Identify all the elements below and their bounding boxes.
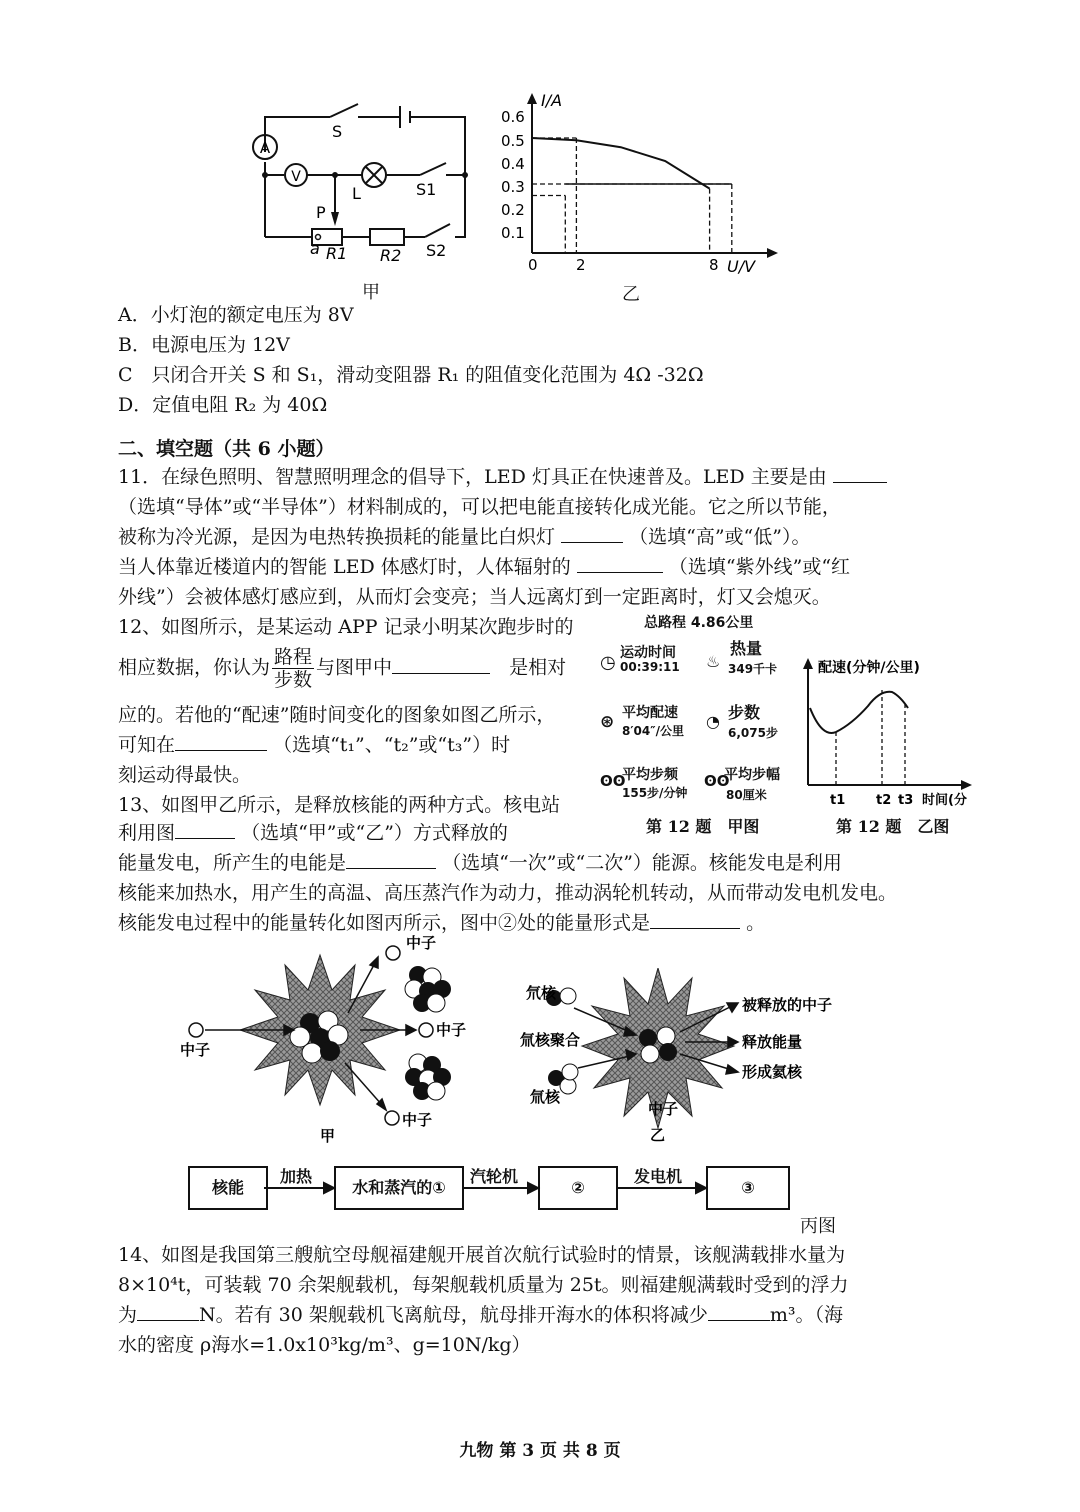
stride-icon: ʘʘ bbox=[704, 772, 730, 790]
option-d: D．定值电阻 R₂ 为 40Ω bbox=[118, 394, 328, 416]
q13-line4: 核能来加热水，用产生的高温、高压蒸汽作为动力，推动涡轮机转动，从而带动发电机发电。 bbox=[118, 882, 898, 904]
q13-blank-3[interactable] bbox=[650, 908, 740, 929]
iu-chart bbox=[495, 88, 785, 278]
energy-label: 释放能量 bbox=[742, 1033, 803, 1051]
helium-label: 形成氦核 bbox=[742, 1063, 803, 1081]
time-value: 00:39:11 bbox=[620, 660, 680, 674]
pace-label: 平均配速 bbox=[622, 705, 678, 721]
time-label: 运动时间 bbox=[620, 645, 676, 661]
lamp-label: L bbox=[352, 184, 361, 203]
q12-line5: 刻运动得最快。 bbox=[118, 764, 252, 786]
app-caption: 第 12 题 甲图 bbox=[646, 817, 760, 836]
deuterium-label: 氘核 bbox=[526, 984, 557, 1002]
end-a-label: a bbox=[310, 239, 320, 258]
q14-line4: 水的密度 ρ海水=1.0x10³kg/m³、g=10N/kg） bbox=[118, 1334, 531, 1356]
switch-s1-label: S1 bbox=[416, 180, 437, 199]
flame-icon: ♨ bbox=[706, 652, 721, 671]
q12-line1: 12、如图所示，是某运动 APP 记录小明某次跑步时的 bbox=[118, 616, 574, 638]
switch-s-label: S bbox=[332, 122, 343, 141]
q14-line3: 为 N。若有 30 架舰载机飞离航母，航母排开海水的体积将减少 m³。（海 bbox=[118, 1300, 843, 1330]
ammeter-label: A bbox=[259, 139, 271, 157]
fission-diagram bbox=[170, 935, 500, 1145]
fission-caption: 甲 bbox=[320, 1127, 336, 1145]
fission-neutron-label-top: 中子 bbox=[406, 935, 437, 952]
clock-icon: ◷ bbox=[600, 652, 616, 673]
q11-line1: 11．在绿色照明、智慧照明理念的倡导下，LED 灯具正在快速普及。LED 主要是由 bbox=[118, 462, 887, 492]
flow-arrow-turbine-label: 汽轮机 bbox=[470, 1167, 519, 1186]
steps-label: 步数 bbox=[728, 703, 761, 722]
q11-line3: 被称为冷光源，是因为电热转换损耗的能量比白炽灯 （选填“高”或“低”）。 bbox=[118, 522, 810, 552]
q12-blank-2[interactable] bbox=[175, 730, 267, 751]
stride-value: 80厘米 bbox=[726, 788, 767, 802]
option-a: A．小灯泡的额定电压为 8V bbox=[118, 304, 354, 326]
iu-ytick-0.4: 0.4 bbox=[501, 155, 525, 173]
iu-ytick-0.6: 0.6 bbox=[501, 108, 525, 126]
flow-arrow-generator-label: 发电机 bbox=[634, 1167, 683, 1186]
iu-ytick-0.3: 0.3 bbox=[501, 178, 525, 196]
freq-value: 155步/分钟 bbox=[622, 786, 688, 800]
flow-box-2: ② bbox=[538, 1166, 618, 1210]
q12-fraction: $\frac{\text{路程}}{\text{步数}}$ bbox=[274, 646, 313, 691]
fission-neutron-label-mid: 中子 bbox=[436, 1021, 467, 1039]
stride-label: 平均步幅 bbox=[724, 767, 780, 783]
pace-curve bbox=[810, 692, 908, 733]
circuit-diagram bbox=[240, 92, 480, 267]
q11-blank-3[interactable] bbox=[577, 552, 663, 573]
fission-neutron-label-in: 中子 bbox=[180, 1041, 211, 1059]
iu-caption: 乙 bbox=[622, 284, 640, 305]
q14-blank-2[interactable] bbox=[708, 1300, 770, 1321]
flow-arrow-heat-label: 加热 bbox=[280, 1167, 313, 1186]
pace-caption: 第 12 题 乙图 bbox=[836, 817, 950, 836]
q12-line2: 相应数据，你认为 $\frac{\text{路程}}{\text{步数}}$ 与图甲中 是相对 bbox=[118, 646, 567, 691]
iu-ytick-0.2: 0.2 bbox=[501, 201, 525, 219]
flow-box-nuclear: 核能 bbox=[188, 1166, 268, 1210]
pace-ylabel: 配速(分钟/公里) bbox=[818, 660, 920, 676]
q13-line2: 利用图 （选填“甲”或“乙”）方式释放的 bbox=[118, 818, 508, 848]
pace-value: 8′04″/公里 bbox=[622, 724, 684, 738]
iu-ytick-0.5: 0.5 bbox=[501, 132, 525, 150]
slider-label: P bbox=[316, 203, 326, 222]
pace-chart bbox=[792, 650, 982, 810]
fusion-neutron-label: 中子 bbox=[648, 1100, 679, 1118]
fusion-diagram bbox=[510, 968, 850, 1148]
fusion-caption: 乙 bbox=[650, 1126, 666, 1144]
tritium-label: 氚核 bbox=[530, 1088, 561, 1106]
q11-line2: （选填“导体”或“半导体”）材料制成的，可以把电能直接转化成光能。它之所以节能， bbox=[118, 496, 841, 518]
q11-blank-2[interactable] bbox=[561, 522, 623, 543]
q12-line4: 可知在 （选填“t₁”、“t₂”或“t₃”）时 bbox=[118, 730, 510, 760]
cal-label: 热量 bbox=[730, 639, 763, 658]
section-title: 二、填空题（共 6 小题） bbox=[118, 438, 335, 460]
option-b: B．电源电压为 12V bbox=[118, 334, 290, 356]
tritium-n1 bbox=[560, 1078, 576, 1094]
q11-line5: 外线”）会被体感灯感应到，从而灯会变亮；当人远离灯到一定距离时，灯又会熄灭。 bbox=[118, 586, 831, 608]
released-neutron-label: 被释放的中子 bbox=[742, 996, 833, 1014]
q11-line4: 当人体靠近楼道内的智能 LED 体感灯时，人体辐射的 （选填“紫外线”或“红 bbox=[118, 552, 850, 582]
pace-xlabel: 时间(分 bbox=[922, 793, 967, 808]
fragment-bottom bbox=[405, 1054, 451, 1100]
q11-blank-1[interactable] bbox=[833, 462, 887, 483]
option-c: C 只闭合开关 S 和 S₁，滑动变阻器 R₁ 的阻值变化范围为 4Ω -32Ω bbox=[118, 364, 704, 386]
incoming-neutron bbox=[189, 1023, 203, 1037]
steps-value: 6,075步 bbox=[728, 726, 778, 740]
freq-label: 平均步频 bbox=[622, 767, 678, 783]
r1-label: R1 bbox=[326, 244, 348, 263]
iu-xtick-2: 2 bbox=[576, 256, 586, 274]
released-neutron-mid bbox=[419, 1023, 433, 1037]
pace-xtick-t1: t1 bbox=[830, 793, 846, 808]
iu-xtick-8: 8 bbox=[709, 256, 719, 274]
r2-label: R2 bbox=[380, 246, 402, 265]
iu-lamp-curve bbox=[532, 138, 710, 189]
flow-caption: 丙图 bbox=[800, 1216, 836, 1237]
q12-blank-1[interactable] bbox=[392, 653, 490, 674]
q13-blank-2[interactable] bbox=[346, 848, 436, 869]
app-stats-panel bbox=[600, 640, 800, 810]
pace-xtick-t3: t3 bbox=[898, 793, 914, 808]
fission-neutron-label-bottom: 中子 bbox=[402, 1111, 433, 1129]
fusion-label: 氚核聚合 bbox=[520, 1031, 581, 1049]
q12-line3: 应的。若他的“配速”随时间变化的图象如图乙所示， bbox=[118, 704, 556, 726]
cal-value: 349千卡 bbox=[728, 662, 778, 676]
released-neutron-bottom bbox=[385, 1111, 399, 1125]
iu-xlabel: U/V bbox=[727, 257, 756, 276]
deuterium-n bbox=[560, 988, 576, 1004]
voltmeter-label: V bbox=[291, 169, 301, 185]
circuit-caption: 甲 bbox=[362, 282, 380, 303]
q14-blank-1[interactable] bbox=[137, 1300, 199, 1321]
q14-line1: 14、如图是我国第三艘航空母舰福建舰开展首次航行试验时的情景，该舰满载排水量为 bbox=[118, 1244, 846, 1266]
q13-line3: 能量发电，所产生的电能是 （选填“一次”或“二次”）能源。核能发电是利用 bbox=[118, 848, 842, 878]
iu-xtick-0: 0 bbox=[528, 256, 538, 274]
q13-line5: 核能发电过程中的能量转化如图丙所示，图中②处的能量形式是 。 bbox=[118, 908, 765, 938]
q13-line1: 13、如图甲乙所示，是释放核能的两种方式。核电站 bbox=[118, 794, 561, 816]
page-footer: 九物 第 3 页 共 8 页 bbox=[459, 1441, 621, 1461]
steps-icon: ◔ bbox=[706, 712, 720, 731]
q13-blank-1[interactable] bbox=[175, 818, 235, 839]
flow-box-water-steam: 水和蒸汽的① bbox=[334, 1166, 464, 1210]
tritium-n2 bbox=[562, 1064, 578, 1080]
app-total: 总路程 4.86公里 bbox=[644, 615, 754, 631]
freq-icon: ʘʘ bbox=[600, 772, 626, 790]
flow-box-3: ③ bbox=[706, 1166, 790, 1210]
released-neutron-top bbox=[386, 946, 400, 960]
switch-s2-label: S2 bbox=[426, 241, 447, 260]
iu-ylabel: I/A bbox=[541, 91, 563, 110]
fragment-top bbox=[405, 966, 451, 1012]
pace-xtick-t2: t2 bbox=[876, 793, 892, 808]
q14-line2: 8×10⁴t，可装载 70 余架舰载机，每架舰载机质量为 25t。则福建舰满载时受到的浮力 bbox=[118, 1274, 849, 1296]
iu-ytick-0.1: 0.1 bbox=[501, 224, 525, 242]
pace-icon: ⊛ bbox=[600, 712, 615, 732]
